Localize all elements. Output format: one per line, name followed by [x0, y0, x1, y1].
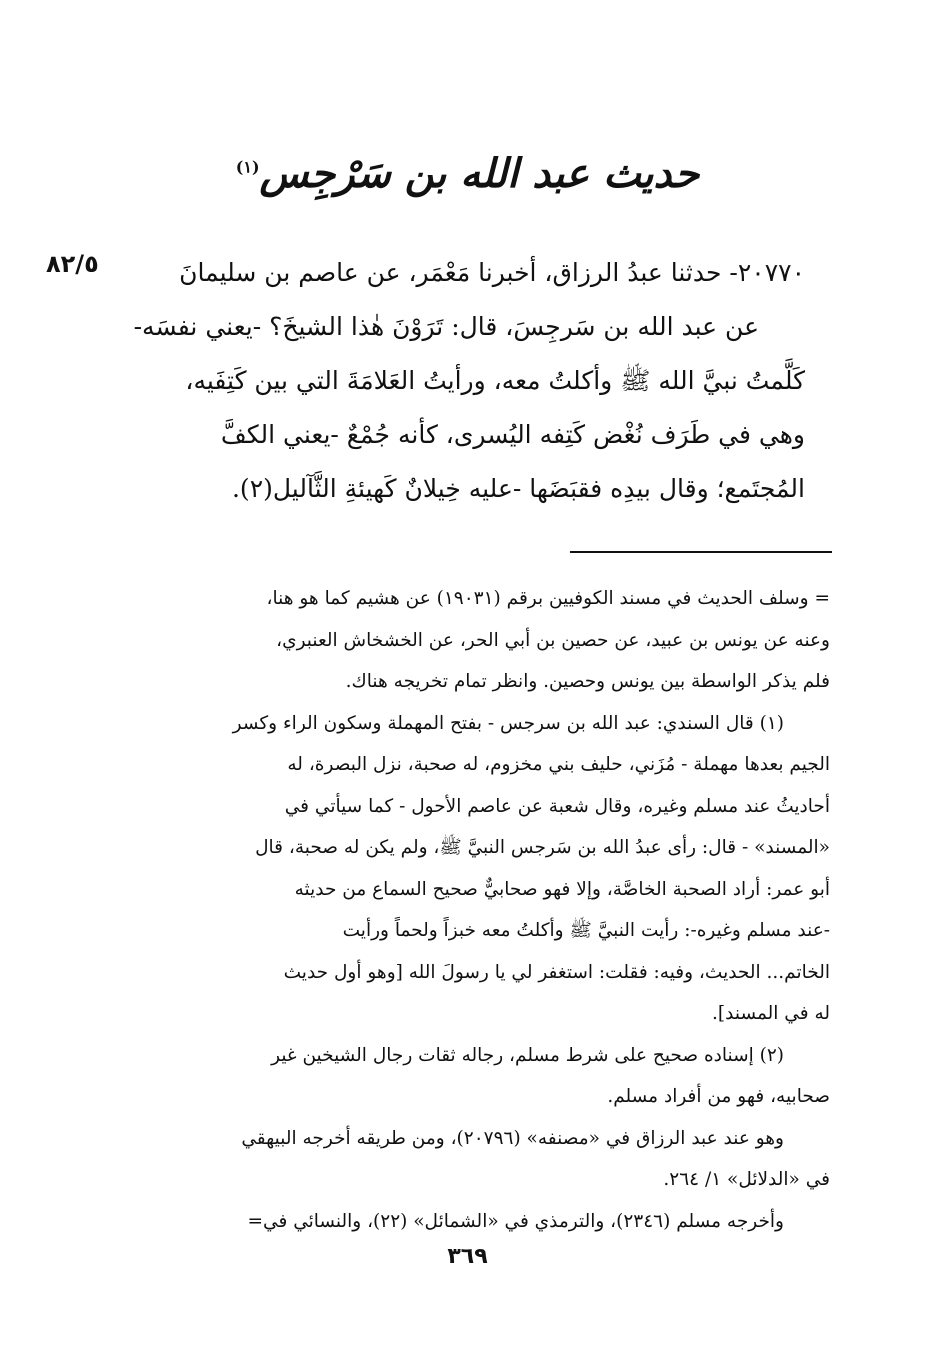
footnote-line: في «الدلائل» ١/ ٢٦٤. [663, 1169, 830, 1190]
footnote-line: (٢) إسناده صحيح على شرط مسلم، رجاله ثقات رجال الشيخين غير [271, 1044, 784, 1066]
footnote-line: الخاتم... الحديث، وفيه: فقلت: استغفر لي يا رسولَ الله [وهو أول حديث [283, 961, 830, 983]
footnote-line: = وسلف الحديث في مسند الكوفيين برقم (١٩٠٣١) عن هشيم كما هو هنا، [266, 588, 830, 609]
footnote-line: صحابيه، فهو من أفراد مسلم. [607, 1086, 830, 1107]
footnote-line: «المسند» - قال: رأى عبدُ الله بن سَرجس النبيَّ ﷺ، ولم يكن له صحبة، قال [255, 837, 830, 858]
footnotes [105, 578, 830, 1242]
hadith-line: عن عبد الله بن سَرجِسَ، قال: تَرَوْنَ هٰذا الشيخَ؟ -يعني نفسَه- [133, 312, 759, 341]
footnote-line: الجيم بعدها مهملة - مُزَني، حليف بني مخزوم، له صحبة، نزل البصرة، له [287, 754, 830, 775]
hadith-text [115, 246, 805, 516]
footnote-line: فلم يذكر الواسطة بين يونس وحصين. وانظر تمام تخريجه هناك. [345, 671, 830, 692]
volume-page-reference: ٨٢/٥ [46, 250, 99, 278]
footnote-line: وأخرجه مسلم (٢٣٤٦)، والترمذي في «الشمائل» (٢٢)، والنسائي في= [247, 1210, 784, 1232]
hadith-line: ٢٠٧٧٠- حدثنا عبدُ الرزاق، أخبرنا مَعْمَر، عن عاصم بن سليمانَ [179, 258, 805, 287]
hadith-line: وهي في طَرَف نُغْض كَتِفه اليُسرى، كأنه جُمْعٌ -يعني الكفَّ [220, 420, 805, 449]
footnote-line: وهو عند عبد الرزاق في «مصنفه» (٢٠٧٩٦)، ومن طريقه أخرجه البيهقي [241, 1127, 784, 1149]
footnote-line: أبو عمر: أراد الصحبة الخاصَّة، وإلا فهو صحابيٌّ صحيح السماع من حديثه [294, 878, 830, 900]
footnote-line: -عند مسلم وغيره-: رأيت النبيَّ ﷺ وأكلتُ معه خبزاً ولحماً ورأيت [342, 920, 830, 941]
hadith-line: كَلَّمتُ نبيَّ الله ﷺ وأكلتُ معه، ورأيتُ العَلامَةَ التي بين كَتِفَيه، [185, 366, 805, 395]
footnote-line: أحاديثُ عند مسلم وغيره، وقال شعبة عن عاصم الأحول - كما سيأتي في [284, 795, 830, 817]
footnote-separator [570, 551, 832, 553]
section-title-text: حديث عبد الله بن سَرْجِس [259, 150, 700, 197]
footnote-line: وعنه عن يونس بن عبيد، عن حصين بن أبي الحر، عن الخشخاش العنبري، [276, 629, 830, 651]
footnote-line: له في المسند]. [712, 1003, 830, 1024]
hadith-line: المُجتَمع؛ وقال بيدِه فقبَضَها -عليه خِيلانٌ كَهيئةِ الثَّآليل(٢). [231, 474, 805, 503]
title-footnote-mark: (١) [235, 157, 260, 177]
section-title [0, 150, 935, 197]
page-number: ٣٦٩ [447, 1244, 488, 1269]
footnote-line: (١) قال السندي: عبد الله بن سرجس - بفتح المهملة وسكون الراء وكسر [232, 712, 784, 734]
